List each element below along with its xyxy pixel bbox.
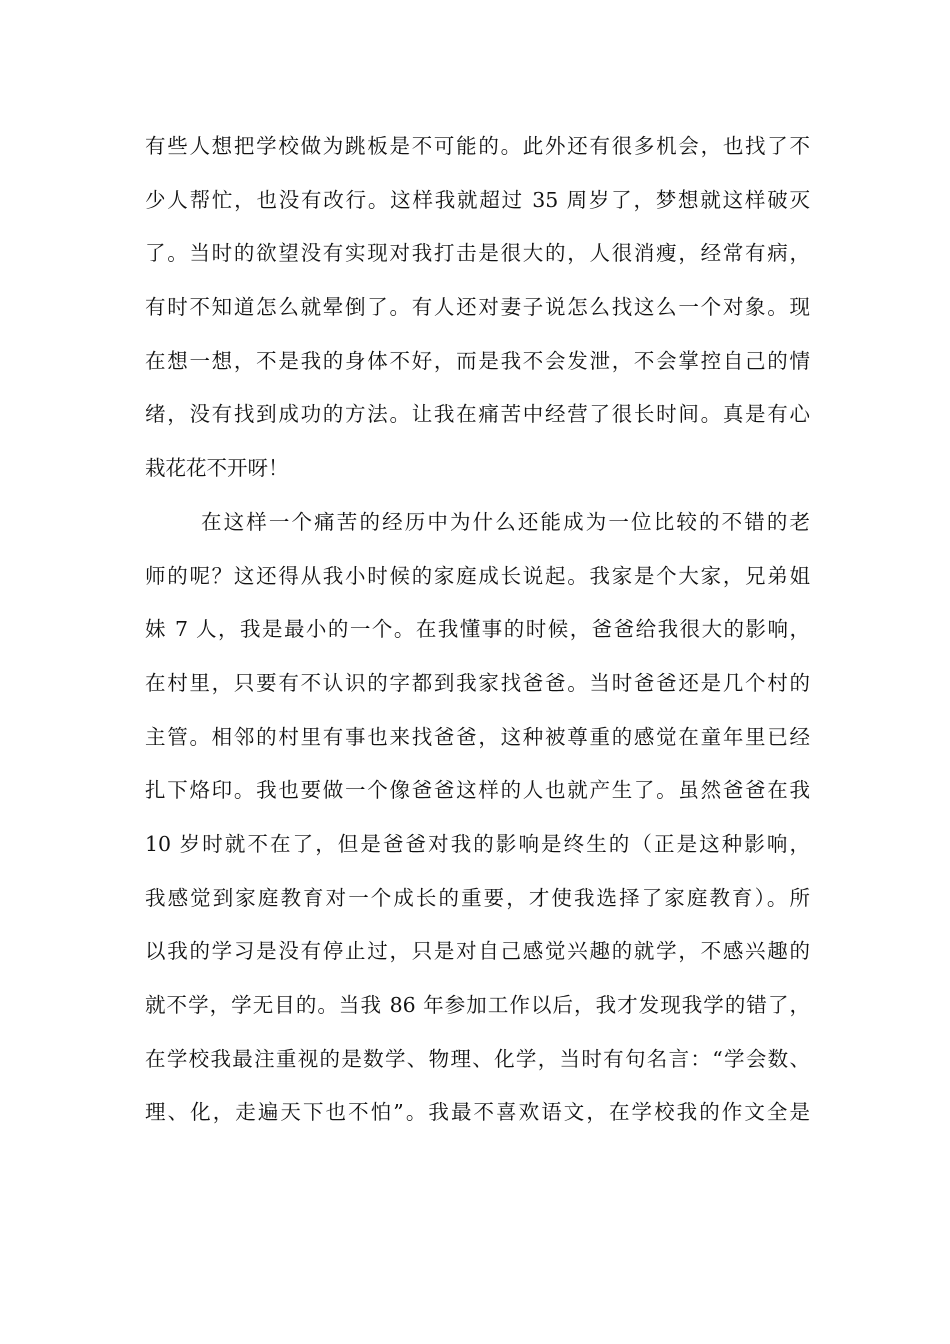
text-line: 理、化，走遍天下也不怕”。我最不喜欢语文，在学校我的作文全是 bbox=[145, 1100, 810, 1125]
text-line: 在村里，只要有不认识的字都到我家找爸爸。当时爸爸还是几个村的 bbox=[145, 670, 810, 695]
text-line: 在学校我最注重视的是数学、物理、化学，当时有句名言：“学会数、 bbox=[145, 1046, 810, 1071]
text-line: 有些人想把学校做为跳板是不可能的。此外还有很多机会，也找了不 bbox=[145, 134, 810, 158]
body-text bbox=[145, 120, 810, 1140]
text-line: 妹 7 人，我是最小的一个。在我懂事的时候，爸爸给我很大的影响， bbox=[145, 617, 810, 642]
text-line: 在这样一个痛苦的经历中为什么还能成为一位比较的不错的老 bbox=[201, 509, 810, 534]
text-line: 10 岁时就不在了，但是爸爸对我的影响是终生的（正是这种影响， bbox=[145, 831, 810, 856]
text-line: 在想一想，不是我的身体不好，而是我不会发泄，不会掌控自己的情 bbox=[145, 348, 810, 373]
text-line: 了。当时的欲望没有实现对我打击是很大的，人很消瘦，经常有病， bbox=[145, 241, 810, 266]
text-line: 栽花花不开呀！ bbox=[145, 456, 289, 481]
text-line: 我感觉到家庭教育对一个成长的重要，才使我选择了家庭教育）。所 bbox=[145, 885, 810, 910]
text-line: 以我的学习是没有停止过，只是对自己感觉兴趣的就学，不感兴趣的 bbox=[145, 939, 810, 964]
text-line: 师的呢？这还得从我小时候的家庭成长说起。我家是个大家，兄弟姐 bbox=[145, 563, 810, 588]
text-line: 绪，没有找到成功的方法。让我在痛苦中经营了很长时间。真是有心 bbox=[145, 402, 810, 427]
text-line: 就不学，学无目的。当我 86 年参加工作以后，我才发现我学的错了， bbox=[145, 993, 810, 1017]
text-line: 少人帮忙，也没有改行。这样我就超过 35 周岁了，梦想就这样破灭 bbox=[145, 187, 810, 212]
text-line: 有时不知道怎么就晕倒了。有人还对妻子说怎么找这么一个对象。现 bbox=[145, 295, 810, 320]
text-line: 主管。相邻的村里有事也来找爸爸，这种被尊重的感觉在童年里已经 bbox=[145, 724, 810, 749]
text-line: 扎下烙印。我也要做一个像爸爸这样的人也就产生了。虽然爸爸在我 bbox=[145, 778, 810, 803]
